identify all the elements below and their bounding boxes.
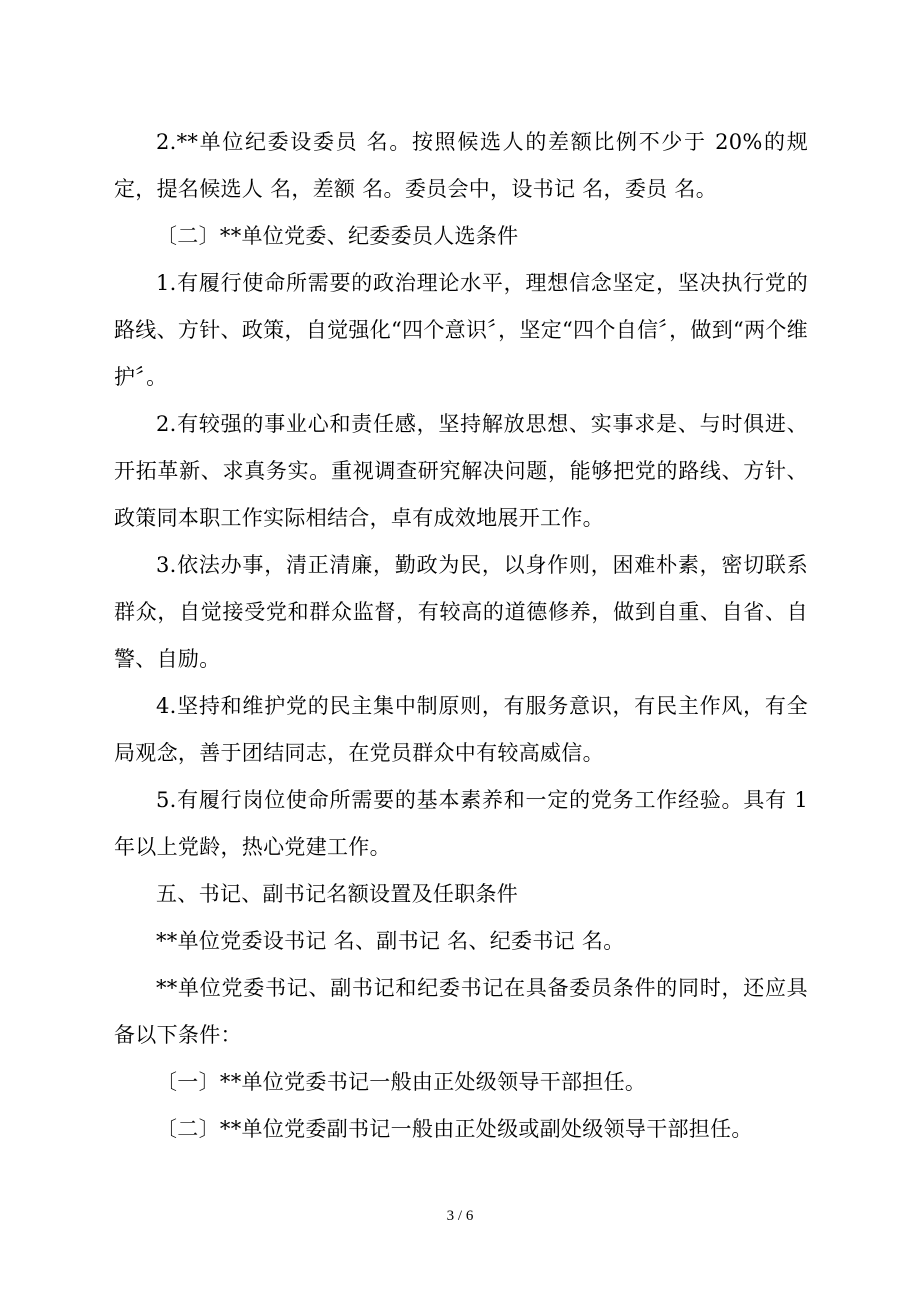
paragraph-1: 2.**单位纪委设委员 名。按照候选人的差额比例不少于 20%的规定，提名候选人 名，差额 名。委员会中，设书记 名，委员 名。 — [114, 130, 808, 201]
paragraph-6: 4.坚持和维护党的民主集中制原则，有服务意识，有民主作风，有全局观念，善于团结同志，在党员群众中有较高威信。 — [114, 694, 808, 765]
page-number: 3 / 6 — [446, 1208, 474, 1224]
paragraph-12: 〔二〕**单位党委副书记一般由正处级或副处级领导干部担任。 — [156, 1117, 753, 1141]
paragraph-9: **单位党委设书记 名、副书记 名、纪委书记 名。 — [156, 929, 625, 953]
paragraph-8: 五、书记、副书记名额设置及任职条件 — [156, 882, 519, 906]
paragraph-3: 1.有履行使命所需要的政治理论水平，理想信念坚定，坚决执行党的路线、方针、政策，自觉强化“四个意识〞，坚定“四个自信〞，做到“两个维护〞。 — [114, 271, 808, 389]
paragraph-7: 5.有履行岗位使命所需要的基本素养和一定的党务工作经验。具有 1 年以上党龄，热心党建工作。 — [114, 788, 808, 859]
paragraph-4: 2.有较强的事业心和责任感，坚持解放思想、实事求是、与时俱进、开拓革新、求真务实。重视调查研究解决问题，能够把党的路线、方针、政策同本职工作实际相结合，卓有成效地展开工作。 — [114, 412, 808, 530]
paragraph-5: 3.依法办事，清正清廉，勤政为民，以身作则，困难朴素，密切联系群众，自觉接受党和群众监督，有较高的道德修养，做到自重、自省、自警、自励。 — [114, 553, 808, 671]
paragraph-2: 〔二〕**单位党委、纪委委员人选条件 — [156, 224, 519, 248]
paragraph-11: 〔一〕**单位党委书记一般由正处级领导干部担任。 — [156, 1070, 647, 1094]
document-body — [114, 119, 808, 1153]
paragraph-10: **单位党委书记、副书记和纪委书记在具备委员条件的同时，还应具备以下条件： — [114, 976, 808, 1047]
